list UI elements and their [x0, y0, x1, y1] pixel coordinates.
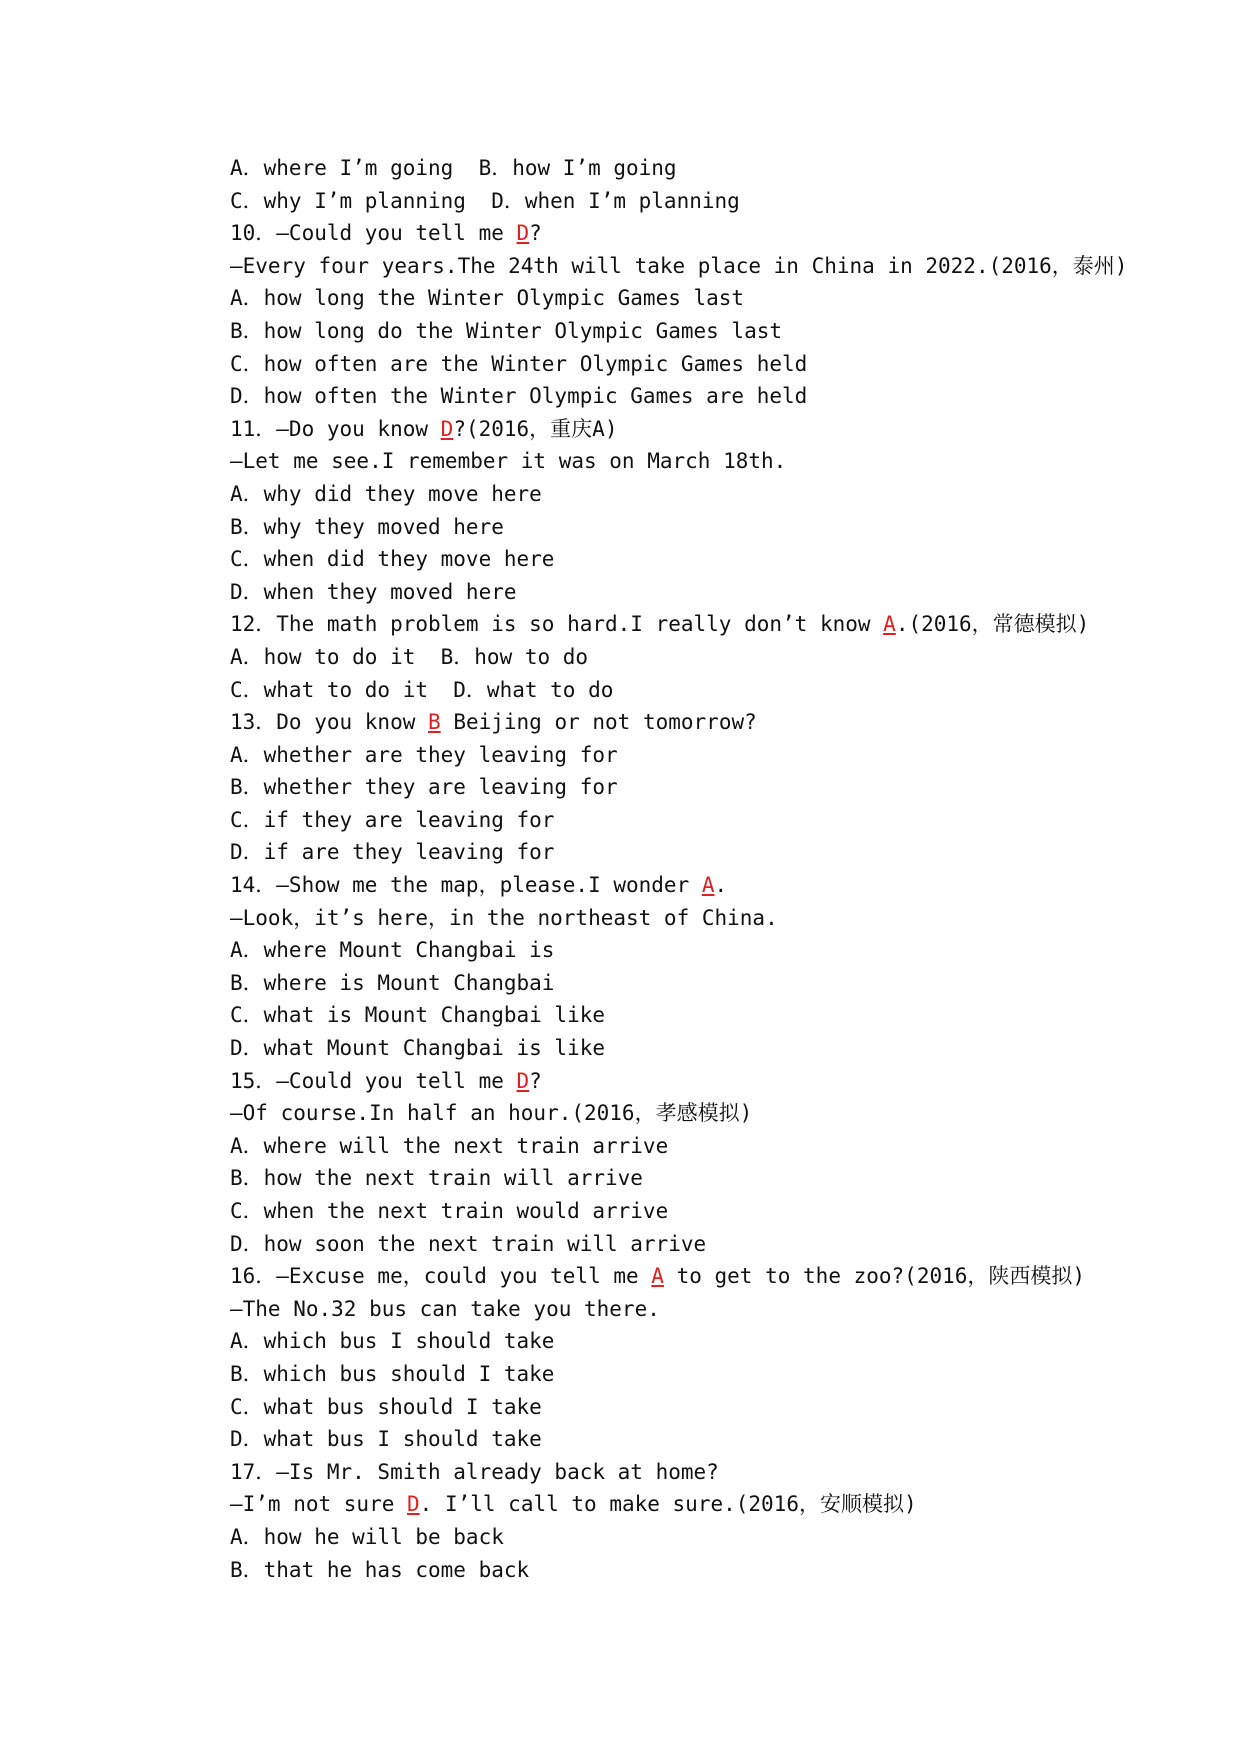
text-line: A．where will the next train arrive	[230, 1133, 669, 1158]
question-text: Beijing or not tomorrow?	[440, 710, 757, 735]
question-line	[230, 869, 1130, 902]
text-line: A．whether are they leaving for	[230, 742, 618, 767]
answer-mark: A	[651, 1264, 664, 1289]
text-line: A．where I’m going B．how I’m going	[230, 156, 677, 180]
question-text: . I’ll call to make sure.(2016，安顺模拟)	[419, 1492, 917, 1517]
text-line: —Every four years.The 24th will take place in China in 2022.(2016，泰州)	[230, 253, 1128, 278]
answer-mark: D	[440, 416, 454, 441]
answer-mark: B	[428, 710, 441, 735]
text-line: B．how long do the Winter Olympic Games last	[230, 318, 783, 343]
text-line: 17．—Is Mr. Smith already back at home?	[230, 1459, 719, 1484]
text-line: D．how soon the next train will arrive	[230, 1231, 707, 1256]
question-text: 10．—Could you tell me	[230, 221, 517, 246]
answer-mark: A	[883, 612, 896, 637]
text-line: A．how he will be back	[230, 1524, 504, 1549]
text-line: C．how often are the Winter Olympic Games held	[230, 351, 808, 376]
text-line: C．when did they move here	[230, 547, 555, 572]
text-line: A．why did they move here	[230, 481, 542, 506]
question-text: 13．Do you know	[230, 710, 429, 735]
text-line: A．which bus I should take	[230, 1329, 555, 1354]
text-line: B．which bus should I take	[230, 1361, 555, 1386]
question-line	[230, 1065, 1130, 1098]
text-line: B．that he has come back	[230, 1557, 530, 1582]
question-line	[230, 413, 1130, 446]
question-text: ?(2016，重庆A)	[453, 416, 618, 441]
question-line	[230, 706, 1130, 739]
text-line: —Let me see.I remember it was on March 18th.	[230, 449, 787, 474]
text-line: D．what Mount Changbai is like	[230, 1036, 606, 1061]
question-text: 14．—Show me the map，please.I wonder	[230, 873, 702, 898]
answer-mark: D	[516, 1068, 530, 1093]
text-line: B．whether they are leaving for	[230, 775, 618, 800]
text-line: A．how to do it B．how to do	[230, 644, 589, 669]
question-text: 12．The math problem is so hard.I really don’t know	[230, 612, 884, 637]
text-line: B．why they moved here	[230, 514, 504, 539]
answer-mark: D	[516, 221, 530, 246]
text-line: C．why I’m planning D．when I’m planning	[230, 188, 740, 213]
text-line: A．where Mount Changbai is	[230, 938, 555, 963]
question-text: 11．—Do you know	[230, 416, 441, 441]
answer-mark: D	[407, 1492, 420, 1517]
text-line: A．how long the Winter Olympic Games last	[230, 286, 745, 311]
text-line: —Look，it’s here，in the northeast of China.	[230, 905, 778, 930]
text-line: D．when they moved here	[230, 579, 517, 604]
text-line: C．if they are leaving for	[230, 807, 555, 832]
text-line: B．how the next train will arrive	[230, 1166, 643, 1191]
text-line: C．what is Mount Changbai like	[230, 1003, 606, 1028]
text-line: D．if are they leaving for	[230, 840, 555, 865]
question-line	[230, 217, 1130, 250]
text-line: C．what bus should I take	[230, 1394, 542, 1419]
question-line	[230, 1488, 1130, 1521]
question-text: .	[714, 873, 728, 898]
question-text: to get to the zoo?(2016，陕西模拟)	[663, 1264, 1086, 1289]
question-text: ?	[529, 1068, 542, 1093]
question-line	[230, 1260, 1130, 1293]
answer-mark: A	[701, 873, 715, 898]
question-text: 15．—Could you tell me	[230, 1068, 517, 1093]
question-text: 16．—Excuse me，could you tell me	[230, 1264, 652, 1289]
text-line: B．where is Mount Changbai	[230, 970, 555, 995]
question-line	[230, 608, 1130, 641]
question-text: ?	[529, 221, 542, 246]
text-line: C．what to do it D．what to do	[230, 677, 614, 702]
text-line: C．when the next train would arrive	[230, 1199, 669, 1223]
text-line: D．what bus I should take	[230, 1427, 542, 1452]
question-text: —I’m not sure	[230, 1492, 408, 1517]
question-text: .(2016，常德模拟)	[895, 612, 1090, 637]
text-line: D．how often the Winter Olympic Games are held	[230, 384, 808, 409]
text-line: —Of course.In half an hour.(2016，孝感模拟)	[230, 1101, 753, 1126]
text-line: —The No.32 bus can take you there.	[230, 1296, 660, 1321]
document-page	[230, 152, 1130, 1586]
